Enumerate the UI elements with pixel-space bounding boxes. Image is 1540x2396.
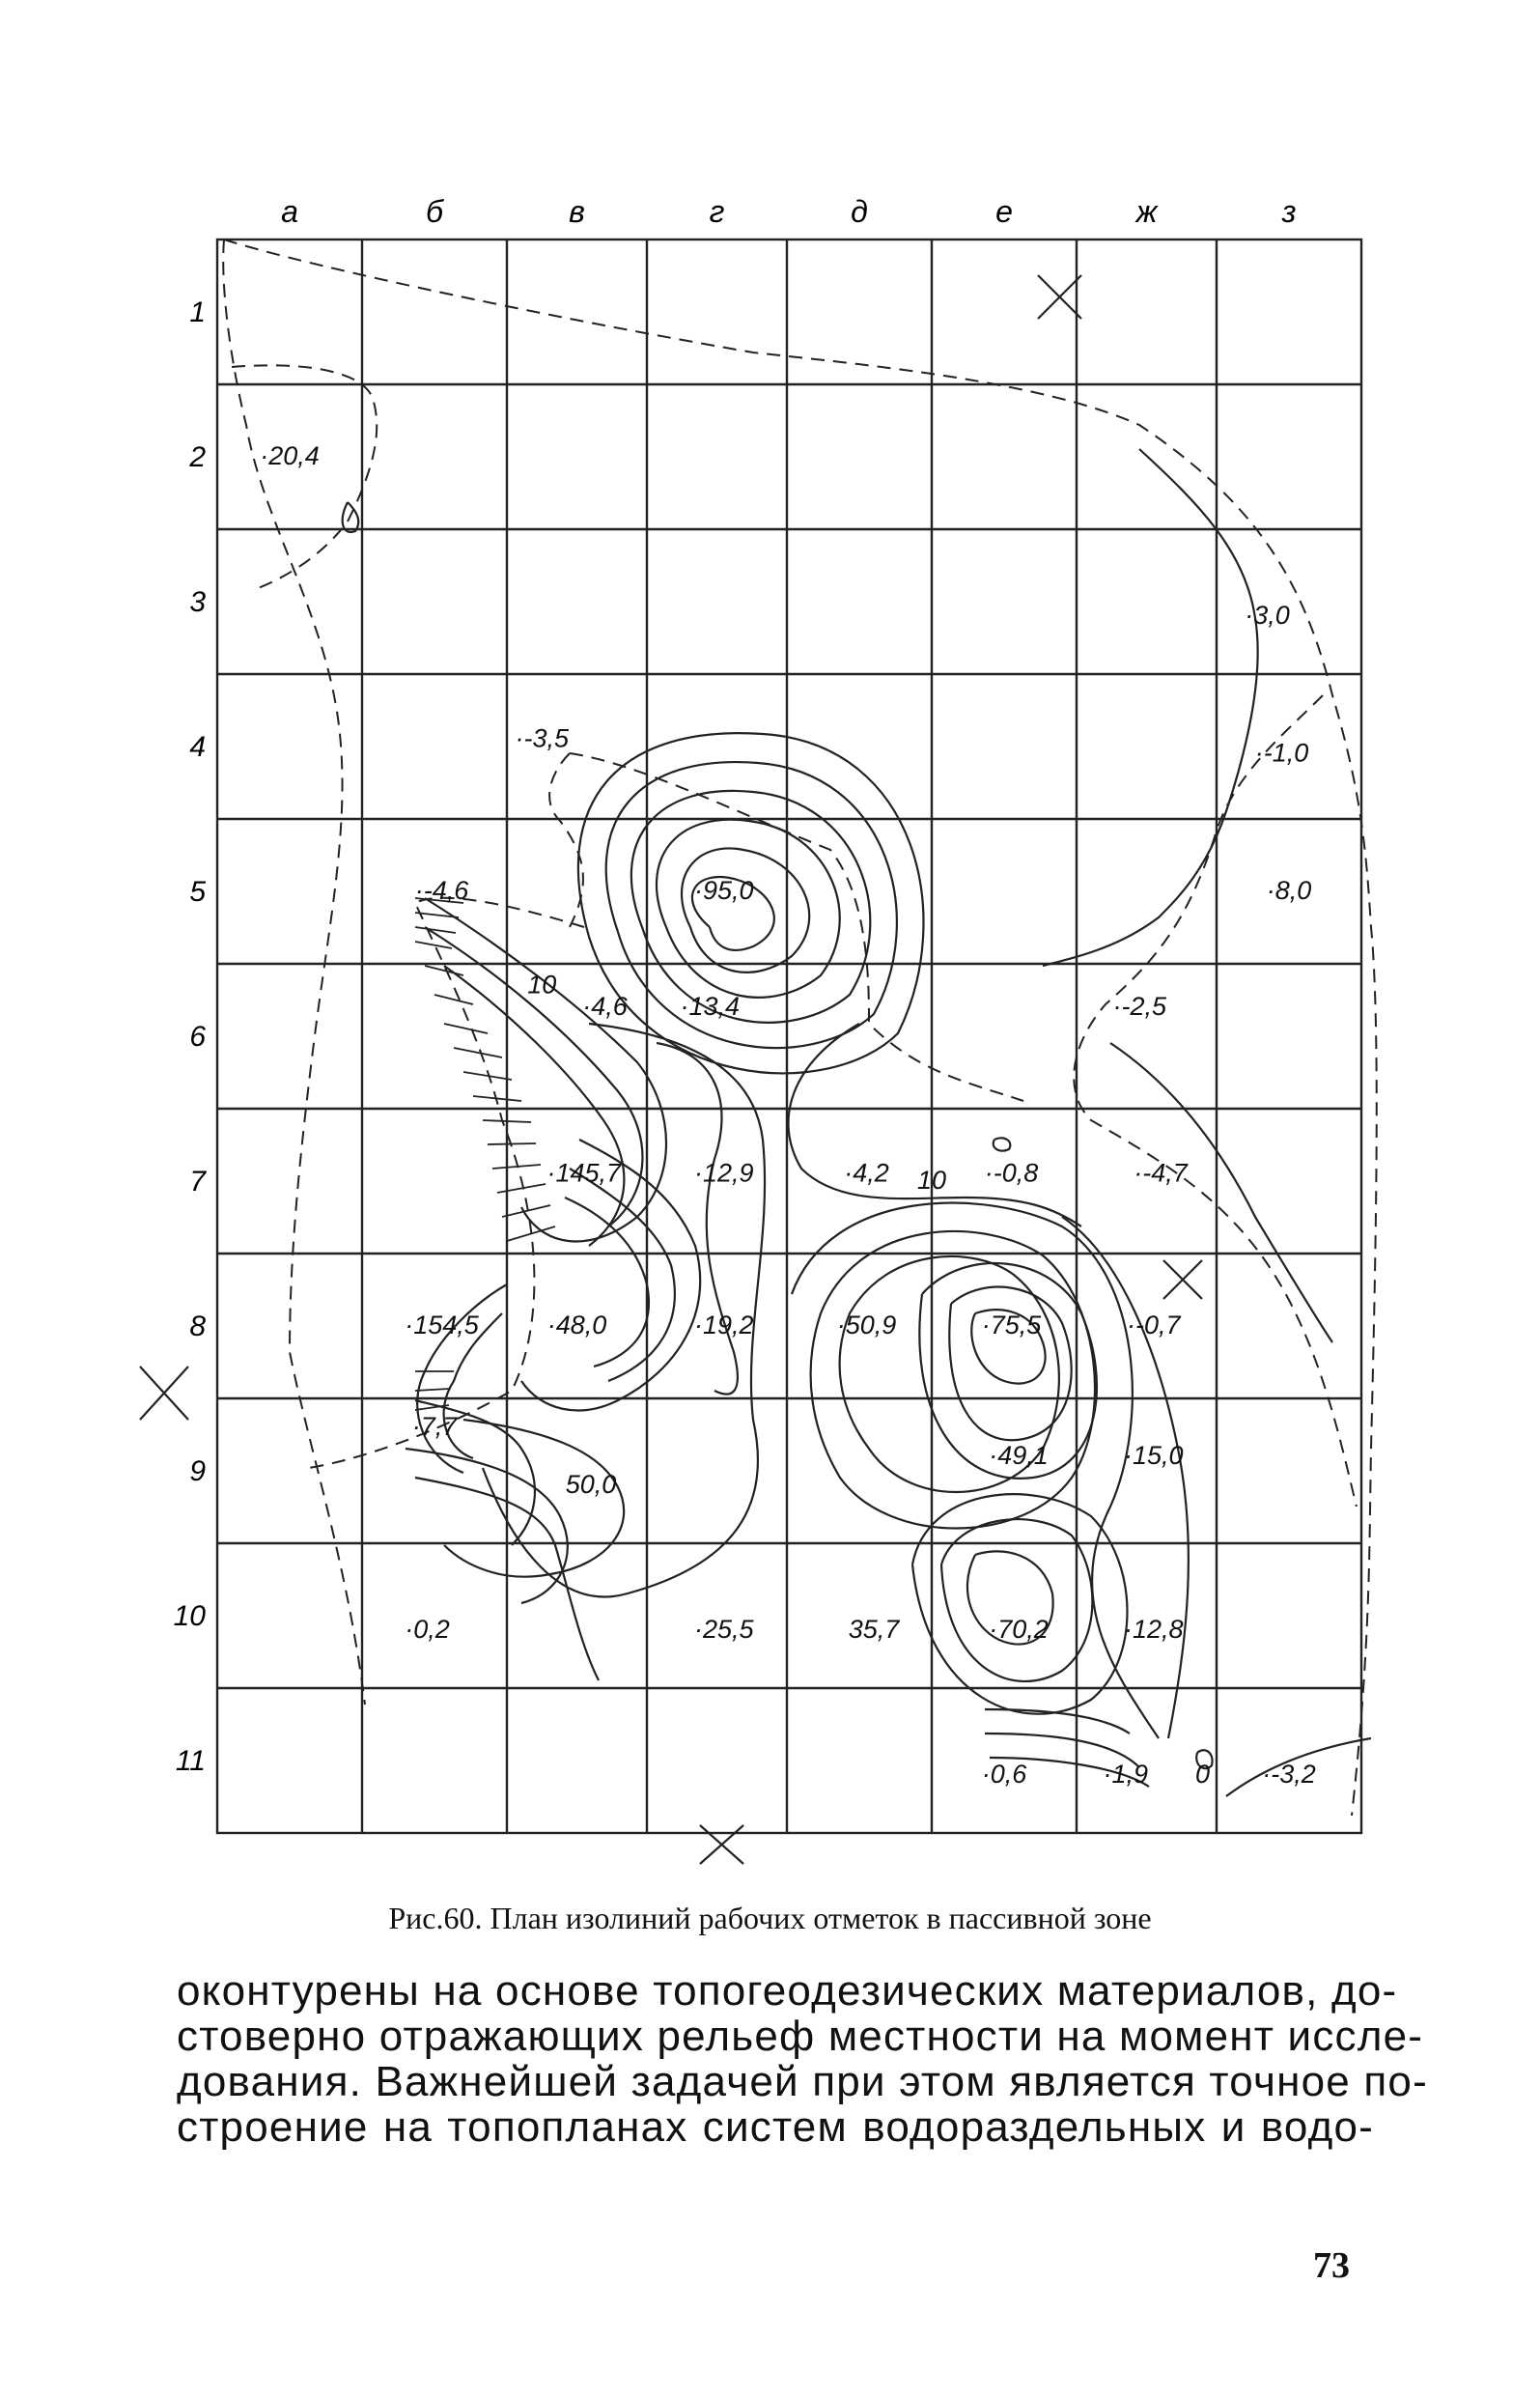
contour-g7 <box>657 1043 738 1395</box>
contour-g5-4 <box>631 791 870 1023</box>
contour-zh7 <box>1110 1043 1332 1342</box>
boundary-a2 <box>232 365 377 589</box>
row-header: 9 <box>189 1455 206 1487</box>
row-header: 4 <box>189 731 206 763</box>
row-header: 10 <box>173 1600 206 1632</box>
contour-value-label: ·145,7 <box>546 1158 622 1188</box>
row-header: 8 <box>189 1311 206 1342</box>
contour-value-label: ·-2,5 <box>1112 992 1167 1021</box>
contour-value-label: 10 <box>527 970 557 1000</box>
page-number: 73 <box>1313 2245 1350 2286</box>
contour-value-label: ·75,5 <box>981 1311 1042 1339</box>
cross-marker-1 <box>1038 275 1081 319</box>
column-header: е <box>995 194 1013 229</box>
contour-value-label: ·-0,7 <box>1126 1311 1181 1339</box>
contour-e11-1 <box>985 1709 1130 1734</box>
contour-value-label: ·8,0 <box>1266 876 1312 905</box>
column-header: а <box>281 194 298 229</box>
contour-value-label: ·-3,5 <box>515 723 570 753</box>
contour-value-label: ·20,4 <box>260 441 320 470</box>
dashed-boundaries <box>223 240 1377 1816</box>
row-header: 3 <box>189 586 206 618</box>
column-header: з <box>1281 194 1297 229</box>
contour-value-label: ·0,6 <box>981 1760 1027 1789</box>
contour-value-label: ·1,9 <box>1103 1760 1149 1789</box>
contour-v7-3 <box>565 1198 649 1367</box>
contour-value-label: ·12,8 <box>1123 1615 1184 1644</box>
contour-value-label: ·70,2 <box>989 1615 1049 1644</box>
contour-value-label: ·25,5 <box>693 1615 754 1644</box>
grid-frame <box>217 240 1361 1833</box>
row-header: 1 <box>189 296 206 328</box>
contour-value-label: ·0,2 <box>405 1615 450 1644</box>
contour-value-label: ·-4,7 <box>1134 1158 1188 1188</box>
row-headers <box>174 296 208 1777</box>
contour-value-label: ·15,0 <box>1123 1441 1184 1470</box>
body-line: дования. Важнейшей задачей при этом является точное по- <box>177 2058 1428 2105</box>
contour-e7-oval <box>994 1138 1011 1150</box>
figure-caption: Рис.60. План изолиний рабочих отметок в пассивной зоне <box>388 1901 1152 1935</box>
contour-value-label: ·-4,6 <box>414 876 469 905</box>
contour-value-label: ·7,7 <box>411 1412 458 1441</box>
cross-marker-4 <box>1163 1260 1202 1299</box>
contour-value-label: ·-1,0 <box>1254 738 1309 768</box>
contour-value-label: ·4,6 <box>582 992 628 1021</box>
row-header: 5 <box>189 876 206 908</box>
row-header: 11 <box>175 1745 206 1777</box>
boundary-center <box>570 753 1023 1101</box>
contour-value-label: ·4,2 <box>844 1158 889 1188</box>
contour-value-label: ·3,0 <box>1245 601 1290 630</box>
contour-value-label: ·50,9 <box>836 1311 897 1339</box>
contour-value-label: 35,7 <box>848 1615 900 1644</box>
row-header: 7 <box>189 1166 206 1198</box>
body-line: оконтурены на основе топогеодезических материалов, до- <box>177 1967 1398 2015</box>
contour-value-label: 10 <box>916 1166 947 1195</box>
contour-zh-right <box>1043 449 1258 966</box>
contour-value-label: ·13,4 <box>680 992 741 1021</box>
body-line: стоверно отражающих рельеф местности на момент иссле- <box>177 2013 1424 2060</box>
contour-value-label: ·95,0 <box>693 876 754 905</box>
contour-value-label: ·49,1 <box>989 1441 1049 1470</box>
column-header: ж <box>1135 194 1158 229</box>
contour-value-label: 50,0 <box>565 1470 617 1499</box>
boundary-zh-z <box>1074 695 1357 1507</box>
contour-g5-5 <box>606 762 897 1048</box>
row-header: 2 <box>189 441 206 473</box>
contour-value-label: ·154,5 <box>405 1311 479 1339</box>
contour-value-label: ·19,2 <box>693 1311 754 1339</box>
boundary-v4 <box>549 753 583 927</box>
column-header: б <box>426 194 443 229</box>
column-headers <box>281 194 1296 229</box>
column-header: в <box>569 194 585 229</box>
contour-value-label: ·12,9 <box>693 1158 754 1188</box>
contour-zh9 <box>1062 1217 1189 1738</box>
map-grid <box>217 240 1361 1833</box>
contour-value-label: ·48,0 <box>546 1311 607 1339</box>
cross-marker-2 <box>140 1367 188 1420</box>
contour-g5-2 <box>682 848 809 972</box>
body-paragraph <box>177 1967 1428 2151</box>
outer-boundary <box>224 240 1377 1816</box>
body-line: строение на топопланах систем водораздельных и водо- <box>177 2103 1374 2151</box>
column-header: г <box>709 194 725 229</box>
contour-value-label: ·-0,8 <box>984 1158 1039 1188</box>
contour-value-label: ·-3,2 <box>1262 1760 1316 1789</box>
column-header: д <box>851 194 868 229</box>
cross-marker-3 <box>700 1825 743 1864</box>
row-header: 6 <box>189 1021 206 1053</box>
contour-value-label: 0 <box>1194 1760 1211 1789</box>
contour-d7 <box>789 1024 1082 1226</box>
